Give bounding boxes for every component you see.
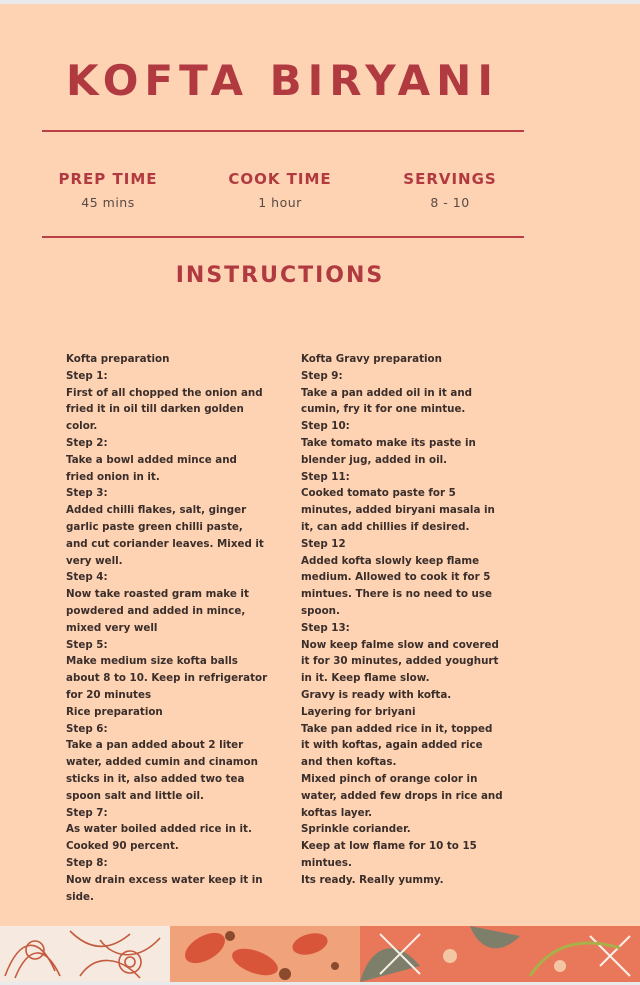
instruction-line: Kofta Gravy preparation <box>301 353 442 365</box>
instruction-line: blender jug, added in oil. <box>301 453 448 466</box>
instruction-line: Kofta preparation <box>66 353 170 365</box>
instruction-line: Sprinkle coriander. <box>301 823 411 836</box>
instruction-line: Make medium size kofta balls <box>66 655 238 668</box>
instruction-line: fried onion in it. <box>66 470 160 483</box>
instruction-line: Take a pan added oil in it and <box>301 386 473 399</box>
instruction-line: First of all chopped the onion and <box>66 386 263 399</box>
instruction-line: Step 12 <box>301 537 346 550</box>
top-divider <box>42 130 524 132</box>
instruction-line: Layering for briyani <box>301 705 416 718</box>
instruction-line: medium. Allowed to cook it for 5 <box>301 571 491 584</box>
instruction-line: Step 5: <box>66 638 108 651</box>
floral-pattern-graphic <box>0 926 640 982</box>
instruction-line: Take a bowl added mince and <box>66 453 237 466</box>
instruction-line: powdered and added in mince, <box>66 604 246 617</box>
instruction-line: it for 30 minutes, added youghurt <box>301 655 499 668</box>
instruction-line: As water boiled added rice in it. <box>66 823 252 836</box>
instructions-right-column <box>301 351 501 889</box>
instruction-line: Step 2: <box>66 436 108 449</box>
instruction-line: Added chilli flakes, salt, ginger <box>66 504 247 517</box>
servings-block <box>370 170 530 210</box>
instruction-line: Cooked 90 percent. <box>66 840 179 853</box>
instruction-line: Step 10: <box>301 420 350 433</box>
instruction-line: color. <box>66 420 98 433</box>
instruction-line: Rice preparation <box>66 705 163 718</box>
instruction-line: mintues. There is no need to use <box>301 588 492 601</box>
instructions-left-column <box>66 351 266 905</box>
instruction-line: side. <box>66 890 94 903</box>
instruction-line: in it. Keep flame slow. <box>301 672 430 685</box>
recipe-title: KOFTA BIRYANI <box>66 56 499 105</box>
instruction-line: Now drain excess water keep it in <box>66 873 263 886</box>
instruction-line: Now keep falme slow and covered <box>301 638 499 651</box>
bottom-divider <box>42 236 524 238</box>
instruction-line: Step 6: <box>66 722 108 735</box>
cook-time-label: COOK TIME <box>228 170 332 188</box>
instruction-line: mintues. <box>301 856 352 869</box>
instruction-line: Gravy is ready with kofta. <box>301 688 452 701</box>
instructions-heading: INSTRUCTIONS <box>175 263 385 288</box>
instruction-line: water, added few drops in rice and <box>301 789 503 802</box>
instruction-line: about 8 to 10. Keep in refrigerator <box>66 672 268 685</box>
instruction-line: minutes, added biryani masala in <box>301 504 495 517</box>
servings-value: 8 - 10 <box>430 195 470 210</box>
instruction-line: and cut coriander leaves. Mixed it <box>66 537 264 550</box>
cook-time-block <box>200 170 360 210</box>
recipe-card <box>0 4 640 982</box>
instruction-line: Now take roasted gram make it <box>66 588 249 601</box>
instruction-line: fried it in oil till darken golden <box>66 403 244 416</box>
instruction-line: cumin, fry it for one mintue. <box>301 403 466 416</box>
instruction-line: and then koftas. <box>301 756 397 769</box>
instruction-line: spoon salt and little oil. <box>66 789 204 802</box>
instruction-line: Step 1: <box>66 369 108 382</box>
instruction-line: Step 9: <box>301 369 343 382</box>
instruction-line: Take a pan added about 2 liter <box>66 739 244 752</box>
instruction-line: Step 8: <box>66 856 108 869</box>
floral-pattern-band <box>0 926 640 982</box>
instruction-line: spoon. <box>301 604 340 617</box>
instruction-line: very well. <box>66 554 123 567</box>
prep-time-label: PREP TIME <box>58 170 158 188</box>
instruction-line: water, added cumin and cinamon <box>66 756 258 769</box>
instruction-line: Step 11: <box>301 470 350 483</box>
instruction-line: Step 13: <box>301 621 350 634</box>
instruction-line: Mixed pinch of orange color in <box>301 772 478 785</box>
instruction-line: Step 7: <box>66 806 108 819</box>
cook-time-value: 1 hour <box>258 195 302 210</box>
instruction-line: koftas layer. <box>301 806 373 819</box>
instruction-line: garlic paste green chilli paste, <box>66 520 243 533</box>
instruction-line: sticks in it, also added two tea <box>66 772 245 785</box>
instruction-line: Take tomato make its paste in <box>301 436 476 449</box>
instruction-line: Step 3: <box>66 487 108 500</box>
instruction-line: for 20 minutes <box>66 688 152 701</box>
instruction-line: Added kofta slowly keep flame <box>301 554 480 567</box>
prep-time-value: 45 mins <box>81 195 135 210</box>
instruction-line: it with koftas, again added rice <box>301 739 483 752</box>
instruction-line: mixed very well <box>66 621 158 634</box>
instruction-line: Keep at low flame for 10 to 15 <box>301 840 477 853</box>
instruction-line: Take pan added rice in it, topped <box>301 722 493 735</box>
instruction-line: Step 4: <box>66 571 108 584</box>
prep-time-block <box>28 170 188 210</box>
servings-label: SERVINGS <box>403 170 497 188</box>
instruction-line: it, can add chillies if desired. <box>301 520 470 533</box>
instruction-line: Cooked tomato paste for 5 <box>301 487 456 500</box>
instruction-line: Its ready. Really yummy. <box>301 873 444 886</box>
